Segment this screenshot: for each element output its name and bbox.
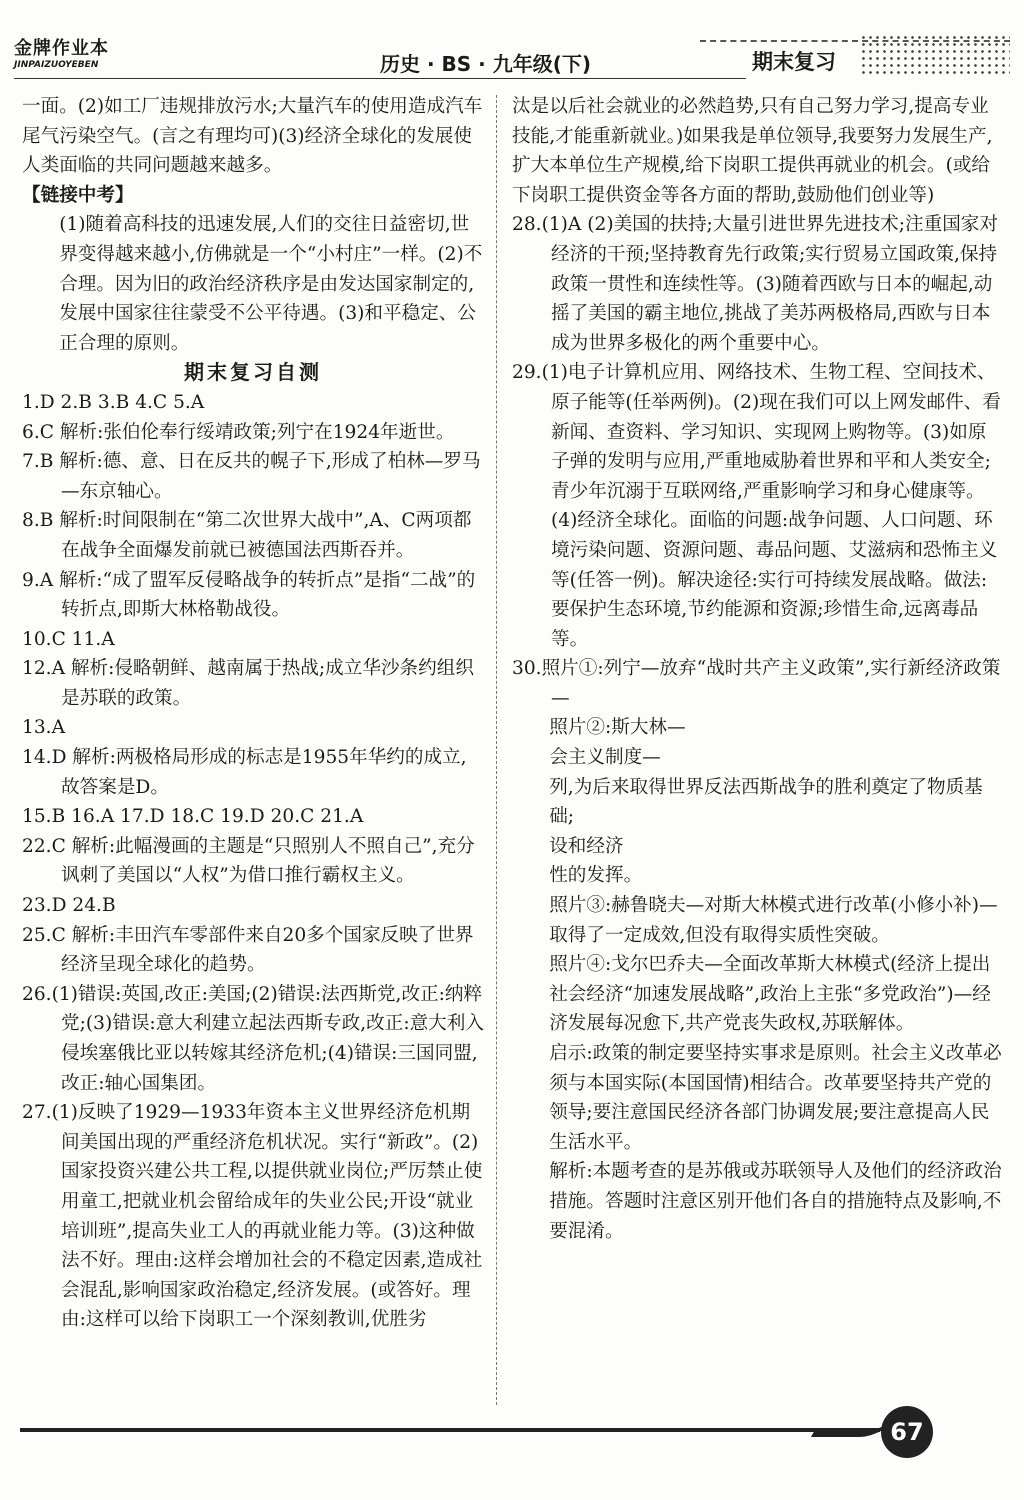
- answer-item: 列,为后来取得世界反法西斯战争的胜利奠定了物质基础;: [549, 776, 983, 828]
- answer-item: 12.A 解析:侵略朝鲜、越南属于热战;成立华沙条约组织是苏联的政策。: [22, 658, 474, 709]
- footer-rule: [20, 1428, 880, 1432]
- section-tag: 期末复习: [752, 50, 836, 74]
- answer-item: 照片④:戈尔巴乔夫—全面改革斯大林模式(经济上提出社会经济“加速发展战略”,政治上主张“多党政治”)—经济发展每况愈下,共产党丧失政权,苏联解体。: [549, 954, 991, 1035]
- answer-item: 14.D 解析:两极格局形成的标志是1955年华约的成立,故答案是D。: [22, 747, 467, 798]
- answer-item: 9.A 解析:“成了盟军反侵略战争的转折点”是指“二战”的转折点,即斯大林格勒战役。: [22, 569, 476, 621]
- answer-item: 25.C 解析:丰田汽车零部件来自20多个国家反映了世界经济呈现全球化的趋势。: [22, 924, 474, 976]
- answer-item: 启示:政策的制定要坚持实事求是原则。社会主义改革必须与本国实际(本国国情)相结合。改革要坚持共产党的领导;要注意国民经济各部门协调发展;要注意提高人民生活水平。: [549, 1043, 1002, 1153]
- answer-item: 10.C 11.A: [22, 628, 115, 650]
- answer-item: 23.D 24.B: [22, 895, 116, 917]
- publisher-logo: [14, 34, 109, 70]
- answer-item: 1.D 2.B 3.B 4.C 5.A: [22, 391, 205, 413]
- answer-item: 6.C 解析:张伯伦奉行绥靖政策;列宁在1924年逝世。: [22, 421, 455, 443]
- answer-item: 15.B 16.A 17.D 18.C 19.D 20.C 21.A: [22, 806, 364, 828]
- decorative-dot-pattern: [860, 34, 1010, 76]
- logo-sub-text: JINPAIZUOYEBEN: [14, 60, 99, 70]
- page-number: 67: [881, 1406, 933, 1458]
- column-divider: [496, 95, 497, 1405]
- answer-item: 性的发挥。: [549, 865, 643, 887]
- left-column: [22, 92, 484, 1335]
- section-label: 【链接中考】: [22, 184, 134, 206]
- answer-item: 26.(1)错误:英国,改正:美国;(2)错误:法西斯党,改正:纳粹党;(3)错误:意大利建立起法西斯专政,改正:意大利入侵埃塞俄比亚以转嫁其经济危机;(4)错误:三国同盟,改正:轴心国集团。: [22, 983, 484, 1094]
- answer-paragraph: 汰是以后社会就业的必然趋势,只有自己努力学习,提高专业技能,才能重新就业。)如果我是单位领导,我要努力发展生产,扩大本单位生产规模,给下岗职工提供再就业的机会。(或给下岗职工提供资金等各方面的帮助,鼓励他们创业等): [512, 96, 993, 206]
- logo-main-text: 金牌作业本: [14, 38, 109, 59]
- answer-item: 30.照片①:列宁—放弃“战时共产主义政策”,实行新经济政策—: [512, 658, 1001, 709]
- answer-item: 29.(1)电子计算机应用、网络技术、生物工程、空间技术、原子能等(任举两例)。(2)现在我们可以上网发邮件、看新闻、查资料、学习知识、实现网上购物等。(3)如原子弹的发明与应用,严重地威胁着世界和平和人类安全;青少年沉溺于互联网络,严重影响学习和身心健康等。(4)经济全球化。面临的问题:战争问题、人口问题、环境污染问题、资源问题、毒品问题、艾滋病和恐怖主义等(任答一例)。解决途径:实行可持续发展战略。做法:要保护生态环境,节约能源和资源;珍惜生命,远离毒品等。: [512, 362, 1001, 650]
- right-column: [512, 92, 1002, 1246]
- answer-item: 28.(1)A (2)美国的扶持;大量引进世界先进技术;注重国家对经济的干预;坚持教育先行政策;实行贸易立国政策,保持政策一贯性和连续性等。(3)随着西欧与日本的崛起,动摇了美国的霸主地位,挑战了美苏两极格局,西欧与日本成为世界多极化的两个重要中心。: [512, 214, 998, 354]
- answer-item: 照片②:斯大林—: [549, 717, 686, 739]
- answer-item: 设和经济: [549, 835, 624, 857]
- answer-item: 22.C 解析:此幅漫画的主题是“只照别人不照自己”,充分讽刺了美国以“人权”为借口推行霸权主义。: [22, 835, 475, 887]
- answer-item: 8.B 解析:时间限制在“第二次世界大战中”,A、C两项都在战争全面爆发前就已被德国法西斯吞并。: [22, 510, 472, 561]
- answer-item: 27.(1)反映了1929—1933年资本主义世界经济危机期间美国出现的严重经济危机状况。实行“新政”。(2)国家投资兴建公共工程,以提供就业岗位;严厉禁止使用童工,把就业机会留给成年的失业公民;开设“就业培训班”,提高失业工人的再就业能力等。(3)这种做法不好。理由:这样会增加社会的不稳定因素,造成社会混乱,影响国家政治稳定,经济发展。(或答好。理由:这样可以给下岗职工一个深刻教训,优胜劣: [22, 1102, 483, 1331]
- header-rule: [14, 78, 746, 79]
- answer-item: 7.B 解析:德、意、日在反共的幌子下,形成了柏林—罗马—东京轴心。: [22, 451, 481, 502]
- answer-item: 照片③:赫鲁晓夫—对斯大林模式进行改革(小修小补)—取得了一定成效,但没有取得实质性突破。: [549, 895, 998, 946]
- answer-item: 解析:本题考查的是苏俄或苏联领导人及他们的经济政治措施。答题时注意区别开他们各自的措施特点及影响,不要混淆。: [549, 1161, 1002, 1242]
- answer-paragraph: 一面。(2)如工厂违规排放污水;大量汽车的使用造成汽车尾气污染空气。(言之有理均可)(3)经济全球化的发展使人类面临的共同问题越来越多。: [22, 96, 483, 177]
- section-heading: 期末复习自测: [184, 360, 322, 385]
- header-title: 历史 · BS · 九年级(下): [380, 52, 591, 76]
- answer-item: 13.A: [22, 717, 65, 739]
- answer-paragraph: (1)随着高科技的迅速发展,人们的交往日益密切,世界变得越来越小,仿佛就是一个“小村庄”一样。(2)不合理。因为旧的政治经济秩序是由发达国家制定的,发展中国家往往蒙受不公平待遇。(3)和平稳定、公正合理的原则。: [59, 214, 483, 354]
- page-header: [0, 0, 1024, 90]
- answer-item: 会主义制度—: [549, 747, 661, 769]
